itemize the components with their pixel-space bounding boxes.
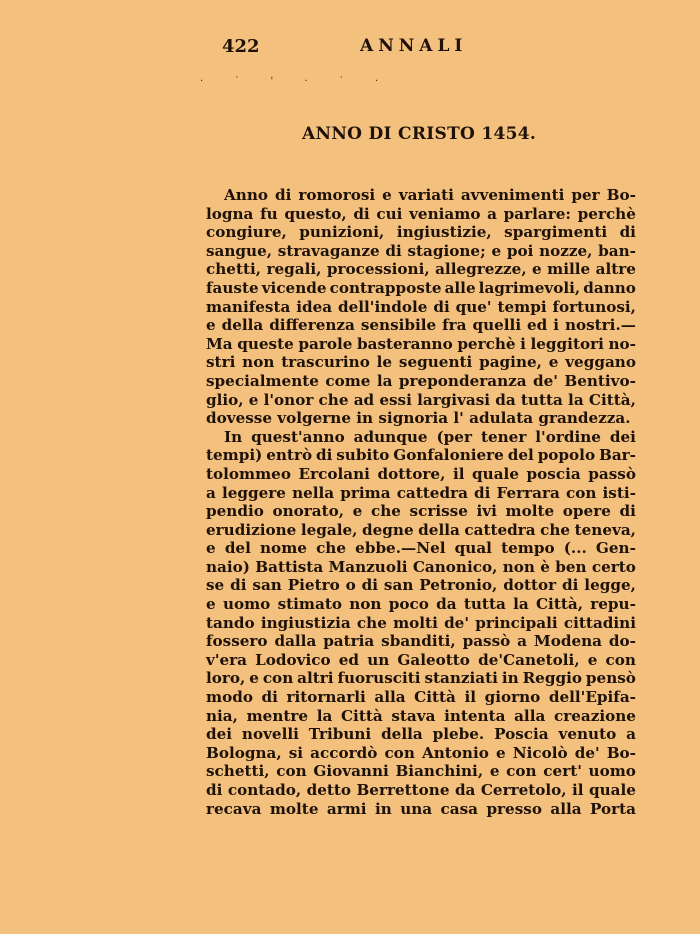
text-line: v'era Lodovico ed un Galeotto de'Canetoli, e con <box>206 650 636 669</box>
text-line: In quest'anno adunque (per tener l'ordine dei <box>224 427 636 446</box>
text-line: nia, mentre la Città stava intenta alla creazione <box>206 706 636 725</box>
text-line: se di san Pietro o di san Petronio, dottor di legge, <box>206 576 636 595</box>
page-number: 422 <box>222 36 260 57</box>
text-line: tando ingiustizia che molti de' principali cittadini <box>206 613 636 632</box>
text-line: a leggere nella prima cattedra di Ferrara con isti- <box>206 483 636 502</box>
text-line: congiure, punizioni, ingiustizie, spargimenti di <box>206 223 636 242</box>
text-line: manifesta idea dell'indole di que' tempi fortunosi, <box>206 297 636 316</box>
text-line: modo di ritornarli alla Città il giorno dell'Epifa- <box>206 688 636 707</box>
text-line: e della differenza sensibile fra quelli ed i nostri.— <box>206 316 636 335</box>
text-line: chetti, regali, processioni, allegrezze, e mille altre <box>206 260 636 279</box>
text-line: Anno di romorosi e variati avvenimenti per Bo- <box>224 186 636 204</box>
text-line: fossero dalla patria sbanditi, passò a Modena do- <box>206 632 636 651</box>
text-line: tolommeo Ercolani dottore, il quale poscia passò <box>206 464 636 483</box>
body-text <box>206 186 636 818</box>
running-title: ANNALI <box>360 36 468 56</box>
ink-specks: · ˙ ' · ˙ · <box>200 76 393 87</box>
text-line: pendio onorato, e che scrisse ivi molte opere di <box>206 502 636 521</box>
text-line: erudizione legale, degne della cattedra che teneva, <box>206 520 636 539</box>
running-head <box>222 36 472 62</box>
text-line: naio) Battista Manzuoli Canonico, non è ben certo <box>206 557 636 576</box>
text-line: dei novelli Tribuni della plebe. Poscia venuto a <box>206 725 636 744</box>
text-line: e uomo stimato non poco da tutta la Città, repu- <box>206 595 636 614</box>
section-title: ANNO DI CRISTO 1454. <box>302 124 537 144</box>
text-line: glio, e l'onor che ad essi largivasi da tutta la Città, <box>206 390 636 409</box>
text-line: fauste vicende contrapposte alle lagrimevoli, danno <box>206 278 636 297</box>
text-line: dovesse volgerne in signoria l' adulata grandezza. <box>206 409 631 428</box>
text-line: stri non trascurino le seguenti pagine, e veggano <box>206 353 636 372</box>
text-line: recava molte armi in una casa presso alla Porta <box>206 799 636 818</box>
text-line: e del nome che ebbe.—Nel qual tempo (... Gen- <box>206 539 636 558</box>
text-line: Bologna, si accordò con Antonio e Nicolò de' Bo- <box>206 743 636 762</box>
text-line: schetti, con Giovanni Bianchini, e con cert' uomo <box>206 762 636 781</box>
text-line: Ma queste parole basteranno perchè i leggitori no- <box>206 334 636 353</box>
text-line: sangue, stravaganze di stagione; e poi nozze, ban- <box>206 241 636 260</box>
text-line: di contado, detto Berrettone da Cerretolo, il quale <box>206 781 636 799</box>
text-line: specialmente come la preponderanza de' Bentivo- <box>206 371 636 390</box>
text-line: tempi) entrò di subito Gonfaloniere del popolo Bar- <box>206 446 636 465</box>
text-line: loro, e con altri fuorusciti stanziati in Reggio pensò <box>206 669 636 688</box>
text-line: logna fu questo, di cui veniamo a parlare: perchè <box>206 204 636 223</box>
